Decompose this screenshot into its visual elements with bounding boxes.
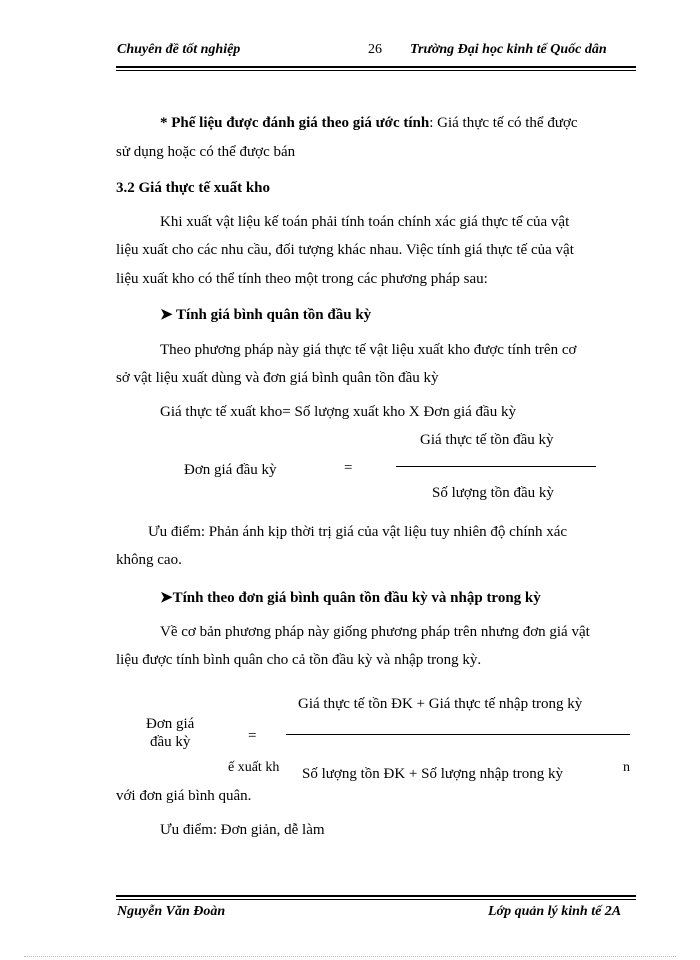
formula2-denominator: Số lượng tồn đầu kỳ bbox=[432, 485, 554, 501]
footer-rule-thin bbox=[116, 899, 636, 900]
paragraph-method2-line1: Về cơ bản phương pháp này giống phương pháp trên nhưng đơn giá vật bbox=[160, 624, 590, 640]
paragraph-method1-line1: Theo phương pháp này giá thực tế vật liệu xuất kho được tính trên cơ bbox=[160, 342, 577, 358]
formula2-equals: = bbox=[344, 460, 353, 476]
footer-rule-thick bbox=[116, 895, 636, 897]
paragraph-advantage1-line1: Ưu điểm: Phản ánh kịp thời trị giá của vật liệu tuy nhiên độ chính xác bbox=[148, 524, 568, 540]
header-rule-thick bbox=[116, 66, 636, 68]
paragraph-scrap-valuation bbox=[160, 115, 578, 132]
header-left-title: Chuyên đề tốt nghiệp bbox=[117, 42, 241, 57]
formula2-numerator: Giá thực tế tồn đầu kỳ bbox=[420, 432, 554, 448]
formula2-label: Đơn giá đầu kỳ bbox=[184, 462, 277, 478]
paragraph-scrap-valuation-line2: sử dụng hoặc có thể được bán bbox=[116, 144, 296, 160]
paragraph-method2-note: với đơn giá bình quân. bbox=[116, 788, 252, 804]
formula-export-price: Giá thực tế xuất kho= Số lượng xuất kho X Đơn giá đầu kỳ bbox=[160, 404, 516, 420]
formula3-label-line1: Đơn giá bbox=[146, 716, 195, 732]
paragraph-advantage1-line2: không cao. bbox=[116, 552, 182, 568]
footer-class: Lớp quản lý kinh tế 2A bbox=[488, 904, 622, 919]
paragraph-intro-line3: liệu xuất kho có thể tính theo một trong các phương pháp sau: bbox=[116, 271, 488, 287]
method1-heading: ➤ Tính giá bình quân tồn đầu kỳ bbox=[160, 307, 372, 323]
method2-heading: ➤Tính theo đơn giá bình quân tồn đầu kỳ và nhập trong kỳ bbox=[160, 590, 541, 606]
header-rule-thin bbox=[116, 70, 636, 71]
formula3-fraction-bar bbox=[286, 734, 630, 735]
paragraph-method1-line2: sở vật liệu xuất dùng và đơn giá bình quân tồn đầu kỳ bbox=[116, 370, 439, 386]
occluded-text-left: ế xuất kh bbox=[228, 760, 280, 775]
header-right-title: Trường Đại học kinh tế Quốc dân bbox=[410, 42, 607, 57]
scrap-valuation-bold: * Phế liệu được đánh giá theo giá ước tính bbox=[160, 115, 430, 131]
paragraph-method2-line2: liệu được tính bình quân cho cả tồn đầu kỳ và nhập trong kỳ. bbox=[116, 652, 482, 668]
paragraph-intro-line2: liệu xuất cho các nhu cầu, đối tượng khác nhau. Việc tính giá thực tế của vật bbox=[116, 242, 574, 258]
formula2-fraction-bar bbox=[396, 466, 596, 467]
paragraph-intro-line1: Khi xuất vật liệu kế toán phải tính toán chính xác giá thực tế của vật bbox=[160, 214, 570, 230]
occluded-text-right: n bbox=[623, 760, 630, 775]
scrap-valuation-rest: : Giá thực tế có thể được bbox=[429, 115, 578, 131]
header-page-number: 26 bbox=[368, 42, 382, 57]
page-edge-dotted bbox=[24, 956, 676, 957]
formula3-equals: = bbox=[248, 728, 257, 744]
section-heading: 3.2 Giá thực tế xuất kho bbox=[116, 180, 271, 196]
paragraph-advantage2: Ưu điểm: Đơn giản, dễ làm bbox=[160, 822, 325, 838]
formula3-denominator: Số lượng tồn ĐK + Số lượng nhập trong kỳ bbox=[302, 766, 564, 782]
formula3-numerator: Giá thực tế tồn ĐK + Giá thực tế nhập trong kỳ bbox=[298, 696, 583, 712]
footer-author: Nguyễn Văn Đoàn bbox=[117, 904, 226, 919]
formula3-label-line2: đầu kỳ bbox=[150, 734, 191, 750]
